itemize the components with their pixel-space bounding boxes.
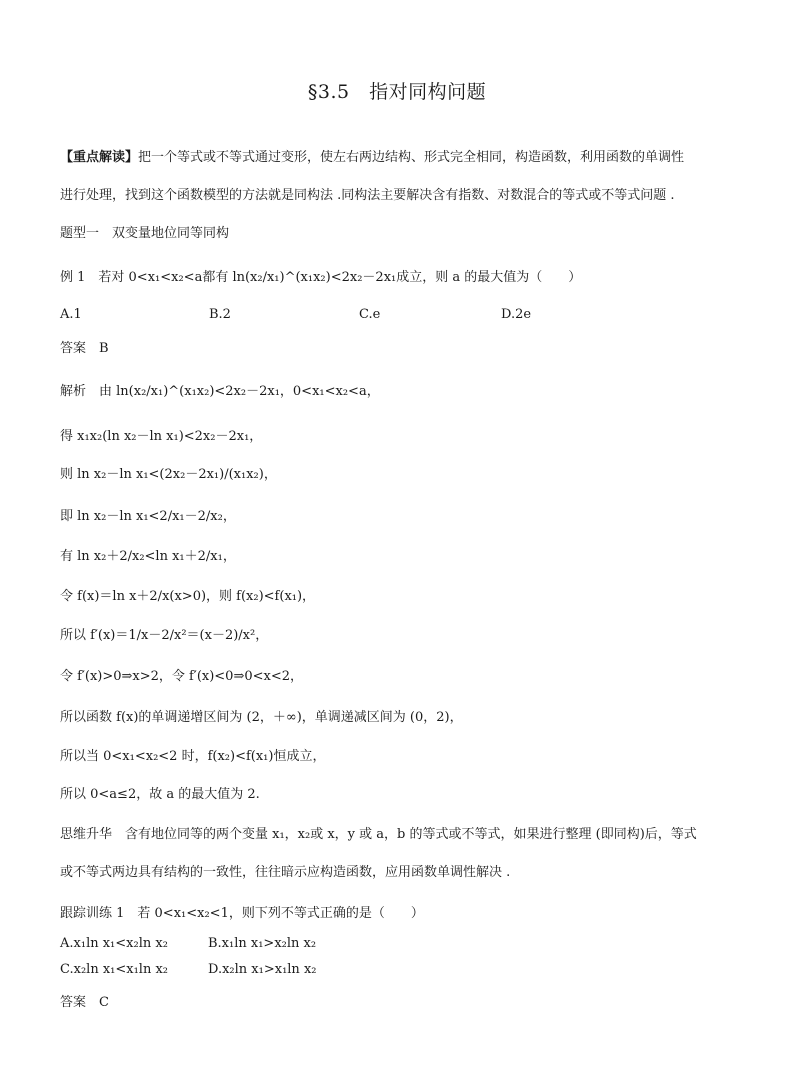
example-answer: 答案 B <box>60 341 109 356</box>
option-b: B.2 <box>209 307 231 322</box>
solution-line: 所以 0<a≤2，故 a 的最大值为 2. <box>60 787 260 802</box>
practice-option-c: C.x₂ln x₁<x₁ln x₂ <box>60 962 169 977</box>
practice-question: 跟踪训练 1 若 0<x₁<x₂<1，则下列不等式正确的是（ ） <box>60 906 424 921</box>
solution-line: 所以 f′(x)＝1/x－2/x²＝(x－2)/x²， <box>60 628 269 643</box>
intro-label: 【重点解读】 <box>60 150 139 165</box>
option-d: D.2e <box>501 307 532 322</box>
option-c: C.e <box>359 307 381 322</box>
solution-line: 即 ln x₂－ln x₁<2/x₁－2/x₂， <box>60 509 236 524</box>
example-options <box>60 307 660 325</box>
solution-line: 有 ln x₂＋2/x₂<ln x₁＋2/x₁， <box>60 549 236 564</box>
intro-line-1: 把一个等式或不等式通过变形，使左右两边结构、形式完全相同，构造函数，利用函数的单调性 <box>138 150 685 165</box>
page-title: §3.5 指对同构问题 <box>307 81 487 103</box>
practice-option-a: A.x₁ln x₁<x₂ln x₂ <box>60 936 168 951</box>
solution-line: 令 f(x)＝ln x＋2/x(x>0)，则 f(x₂)<f(x₁)， <box>60 589 316 604</box>
section-heading: 题型一 双变量地位同等同构 <box>60 226 230 241</box>
practice-option-b: B.x₁ln x₁>x₂ln x₂ <box>208 936 317 951</box>
thinking-line-1: 思维升华 含有地位同等的两个变量 x₁，x₂或 x，y 或 a，b 的等式或不等式，如果进行整理 (即同构)后，等式 <box>60 827 697 842</box>
solution-line: 令 f′(x)>0⇒x>2，令 f′(x)<0⇒0<x<2， <box>60 669 304 684</box>
intro-line-2: 进行处理，找到这个函数模型的方法就是同构法 .同构法主要解决含有指数、对数混合的等式或不等式问题 . <box>60 188 675 203</box>
practice-answer: 答案 C <box>60 995 109 1010</box>
solution-line: 所以当 0<x₁<x₂<2 时，f(x₂)<f(x₁)恒成立， <box>60 749 326 764</box>
example-question: 例 1 若对 0<x₁<x₂<a都有 ln(x₂/x₁)^(x₁x₂)<2x₂－2x₁成立，则 a 的最大值为（ ） <box>60 270 582 285</box>
solution-line: 解析 由 ln(x₂/x₁)^(x₁x₂)<2x₂－2x₁，0<x₁<x₂<a， <box>60 384 380 399</box>
practice-option-d: D.x₂ln x₁>x₁ln x₂ <box>208 962 317 977</box>
solution-line: 得 x₁x₂(ln x₂－ln x₁)<2x₂－2x₁， <box>60 429 263 444</box>
option-a: A.1 <box>60 307 82 322</box>
solution-line: 所以函数 f(x)的单调递增区间为 (2，＋∞)，单调递减区间为 (0，2)， <box>60 710 463 725</box>
thinking-line-2: 或不等式两边具有结构的一致性，往往暗示应构造函数，应用函数单调性解决 . <box>60 865 511 880</box>
solution-line: 则 ln x₂－ln x₁<(2x₂－2x₁)/(x₁x₂)， <box>60 467 277 482</box>
intro-paragraph <box>60 146 684 165</box>
